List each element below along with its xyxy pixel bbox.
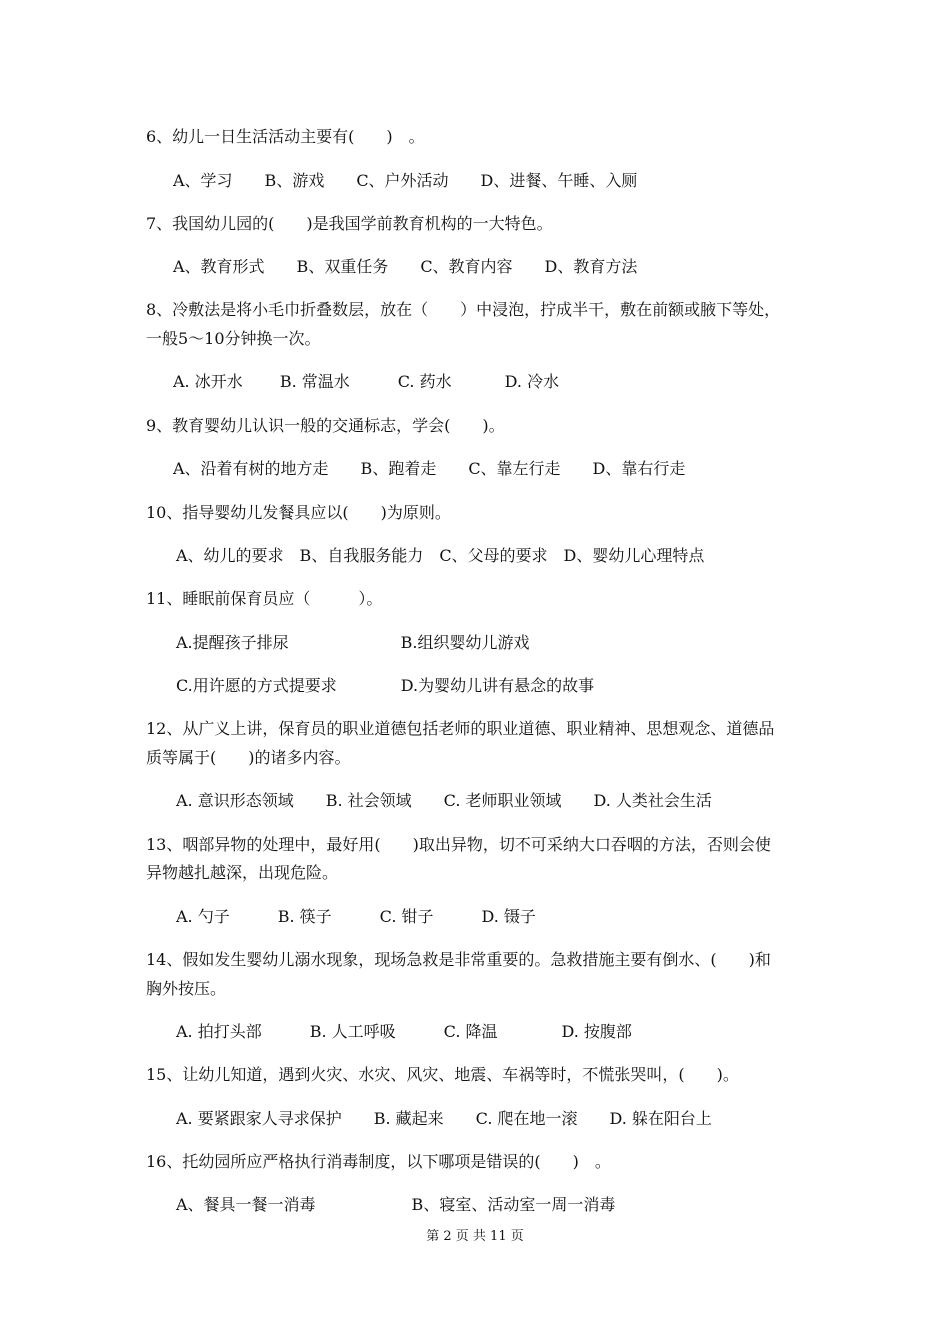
question-11-stem: 11、睡眠前保育员应（ ）。	[146, 589, 383, 608]
question-15-stem: 15、让幼儿知道，遇到火灾、水灾、风灾、地震、车祸等时，不慌张哭叫，( )。	[146, 1065, 739, 1084]
question-6-options: A、学习 B、游戏 C、户外活动 D、进餐、午睡、入厕	[173, 171, 638, 190]
question-13-stem-line-1: 13、咽部异物的处理中，最好用( )取出异物，切不可采纳大口吞咽的方法，否则会使	[146, 835, 771, 854]
question-12-options: A. 意识形态领域 B. 社会领域 C. 老师职业领域 D. 人类社会生活	[176, 791, 712, 810]
question-14-stem-line-1: 14、假如发生婴幼儿溺水现象，现场急救是非常重要的。急救措施主要有倒水、( )和	[146, 950, 771, 969]
page-footer: 第 2 页 共 11 页	[426, 1229, 524, 1244]
question-10-options: A、幼儿的要求 B、自我服务能力 C、父母的要求 D、婴幼儿心理特点	[176, 546, 705, 565]
question-9-options: A、沿着有树的地方走 B、跑着走 C、靠左行走 D、靠右行走	[173, 459, 686, 478]
question-12-stem-line-2: 质等属于( )的诸多内容。	[146, 748, 351, 767]
question-13-stem-line-2: 异物越扎越深，出现危险。	[146, 863, 339, 882]
question-13-options: A. 勺子 B. 筷子 C. 钳子 D. 镊子	[176, 907, 536, 926]
question-8-options: A. 冰开水 B. 常温水 C. 药水 D. 冷水	[173, 372, 560, 391]
question-14-options: A. 拍打头部 B. 人工呼吸 C. 降温 D. 按腹部	[176, 1022, 632, 1041]
question-6-stem: 6、幼儿一日生活活动主要有( ) 。	[146, 127, 425, 146]
question-7-stem: 7、我国幼儿园的( )是我国学前教育机构的一大特色。	[146, 214, 553, 233]
question-15-options: A. 要紧跟家人寻求保护 B. 藏起来 C. 爬在地一滚 D. 躲在阳台上	[176, 1109, 712, 1128]
question-12-stem-line-1: 12、从广义上讲，保育员的职业道德包括老师的职业道德、职业精神、思想观念、道德品	[146, 719, 775, 738]
question-11-options-row-1: A.提醒孩子排尿 B.组织婴幼儿游戏	[176, 633, 530, 652]
question-8-stem-line-1: 8、冷敷法是将小毛巾折叠数层，放在（ ）中浸泡，拧成半干，敷在前额或腋下等处，	[146, 300, 781, 319]
question-16-stem: 16、托幼园所应严格执行消毒制度，以下哪项是错误的( ) 。	[146, 1152, 611, 1171]
question-10-stem: 10、指导婴幼儿发餐具应以( )为原则。	[146, 503, 451, 522]
question-11-options-row-2: C.用许愿的方式提要求 D.为婴幼儿讲有悬念的故事	[176, 676, 595, 695]
question-14-stem-line-2: 胸外按压。	[146, 979, 227, 998]
question-16-options: A、餐具一餐一消毒 B、寝室、活动室一周一消毒	[176, 1195, 616, 1214]
question-7-options: A、教育形式 B、双重任务 C、教育内容 D、教育方法	[173, 257, 638, 276]
question-8-stem-line-2: 一般5～10分钟换一次。	[146, 329, 321, 348]
question-9-stem: 9、教育婴幼儿认识一般的交通标志，学会( )。	[146, 416, 505, 435]
